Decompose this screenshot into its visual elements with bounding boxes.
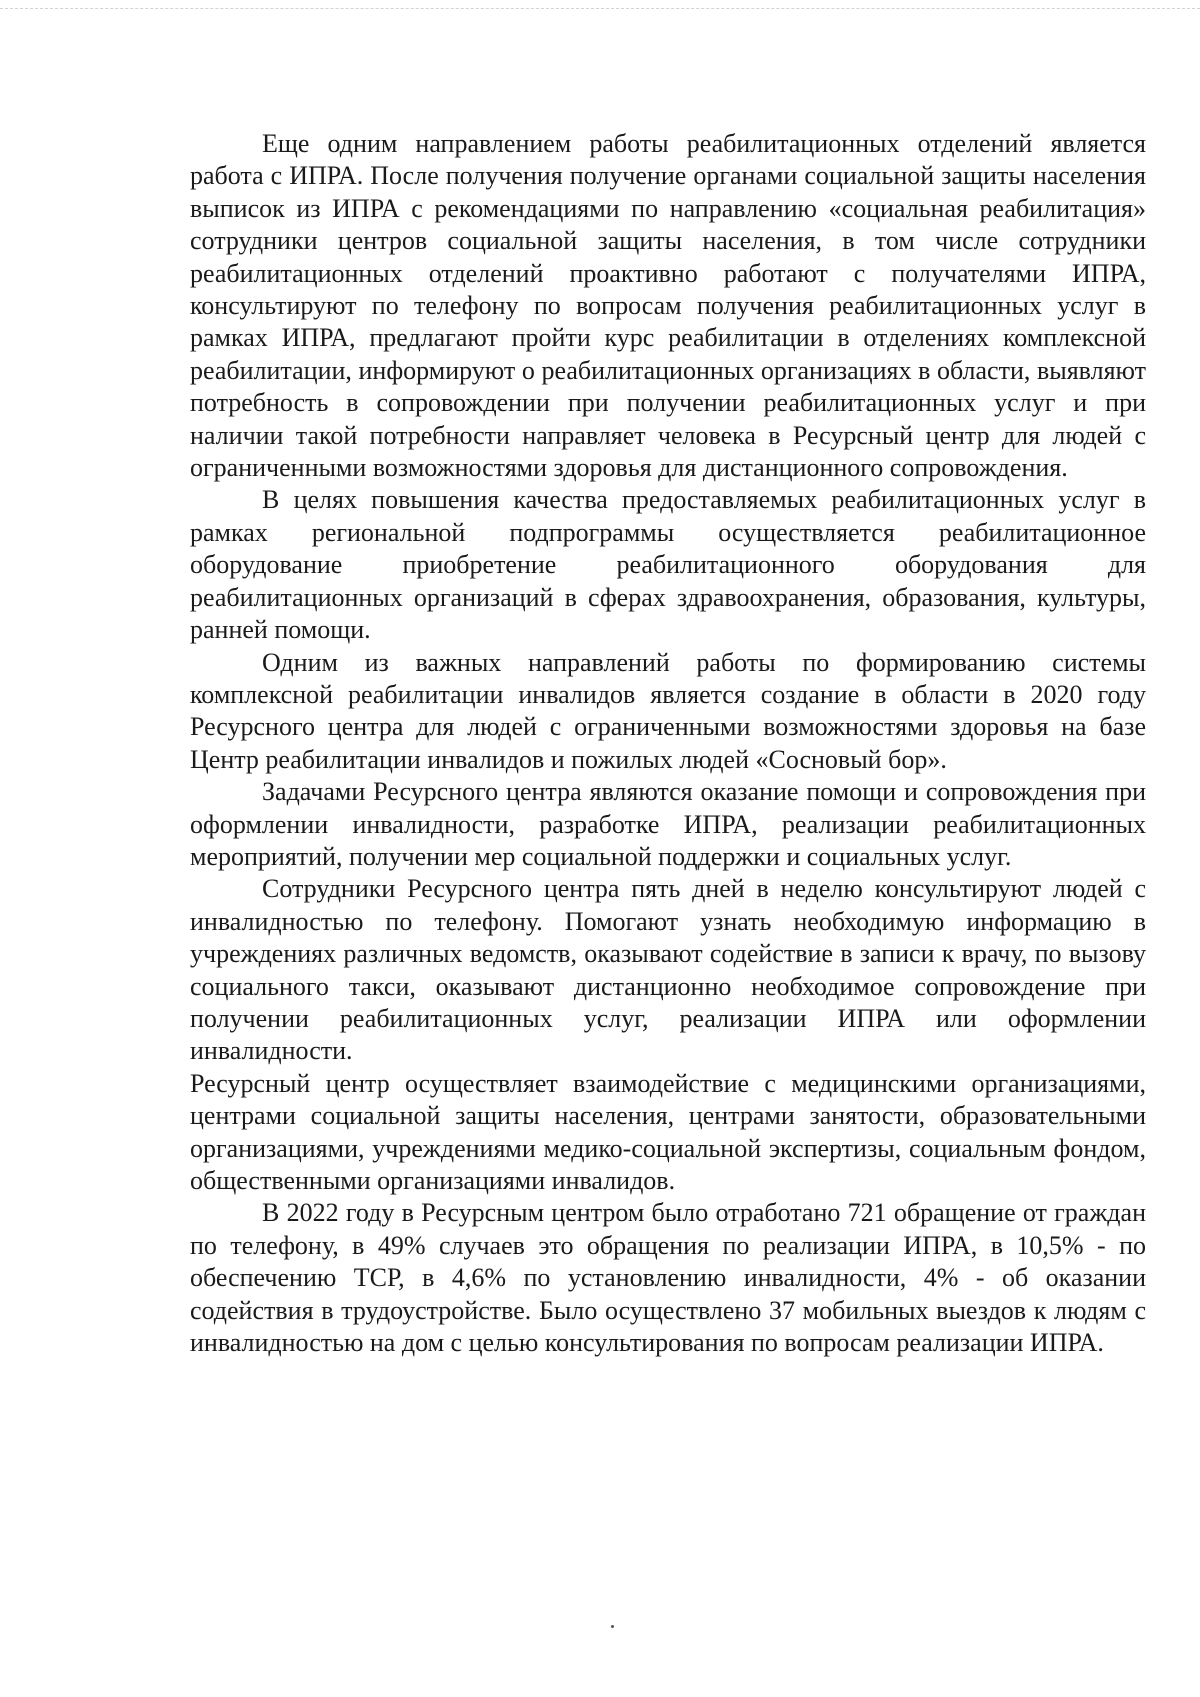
paragraph-resource-center-tasks: Задачами Ресурсного центра являются оказание помощи и сопровождения при оформлении инвалидности, разработке ИПРА, реализации реабилитационных мероприятий, получении мер социальной поддержки и социальных услуг. xyxy=(190,777,1146,871)
scan-speck xyxy=(611,1625,614,1628)
paragraph-resource-center-creation: Одним из важных направлений работы по формированию системы комплексной реабилитации инвалидов является создание в области в 2020 году Ресурсного центра для людей с ограниченными возможностями здоровья на базе Центр реабилитации инвалидов и пожилых людей «Сосновый бор». xyxy=(190,647,1146,774)
paragraph-equipment: В целях повышения качества предоставляемых реабилитационных услуг в рамках региональной подпрограммы осуществляется реабилитационное оборудование приобретение реабилитационного оборудования для реабилитационных организаций в сферах здравоохранения, образования, культуры, ранней помощи. xyxy=(190,485,1146,645)
paragraph-staff-consulting: Сотрудники Ресурсного центра пять дней в неделю консультируют людей с инвалидностью по телефону. Помогают узнать необходимую информацию в учреждениях различных ведомств, оказывают содействие в записи к врачу, по вызову социального такси, оказывают дистанционно необходимое сопровождение при получении реабилитационных услуг, реализации ИПРА или оформлении инвалидности. xyxy=(190,874,1146,1066)
paragraph-statistics-2022: В 2022 году в Ресурсным центром было отработано 721 обращение от граждан по телефону, в 49% случаев это обращения по реализации ИПРА, в 10,5% - по обеспечению ТСР, в 4,6% по установлению инвалидности, 4% - об оказании содействия в трудоустройстве. Было осуществлено 37 мобильных выездов к людям с инвалидностью на дом с целью консультирования по вопросам реализации ИПРА. xyxy=(190,1198,1146,1358)
paragraph-cooperation: Ресурсный центр осуществляет взаимодействие с медицинскими организациями, центрами социальной защиты населения, центрами занятости, образовательными организациями, учреждениями медико-социальной экспертизы, социальным фондом, общественными организациями инвалидов. xyxy=(190,1068,1146,1195)
document-body xyxy=(190,128,1146,1359)
scan-edge-line xyxy=(0,8,1200,9)
paragraph-ipra-work: Еще одним направлением работы реабилитационных отделений является работа с ИПРА. После получения получение органами социальной защиты населения выписок из ИПРА с рекомендациями по направлению «социальная реабилитация» сотрудники центров социальной защиты населения, в том числе сотрудники реабилитационных отделений проактивно работают с получателями ИПРА, консультируют по телефону по вопросам получения реабилитационных услуг в рамках ИПРА, предлагают пройти курс реабилитации в отделениях комплексной реабилитации, информируют о реабилитационных организациях в области, выявляют потребность в сопровождении при получении реабилитационных услуг и при наличии такой потребности направляет человека в Ресурсный центр для людей с ограниченными возможностями здоровья для дистанционного сопровождения. xyxy=(190,129,1146,483)
